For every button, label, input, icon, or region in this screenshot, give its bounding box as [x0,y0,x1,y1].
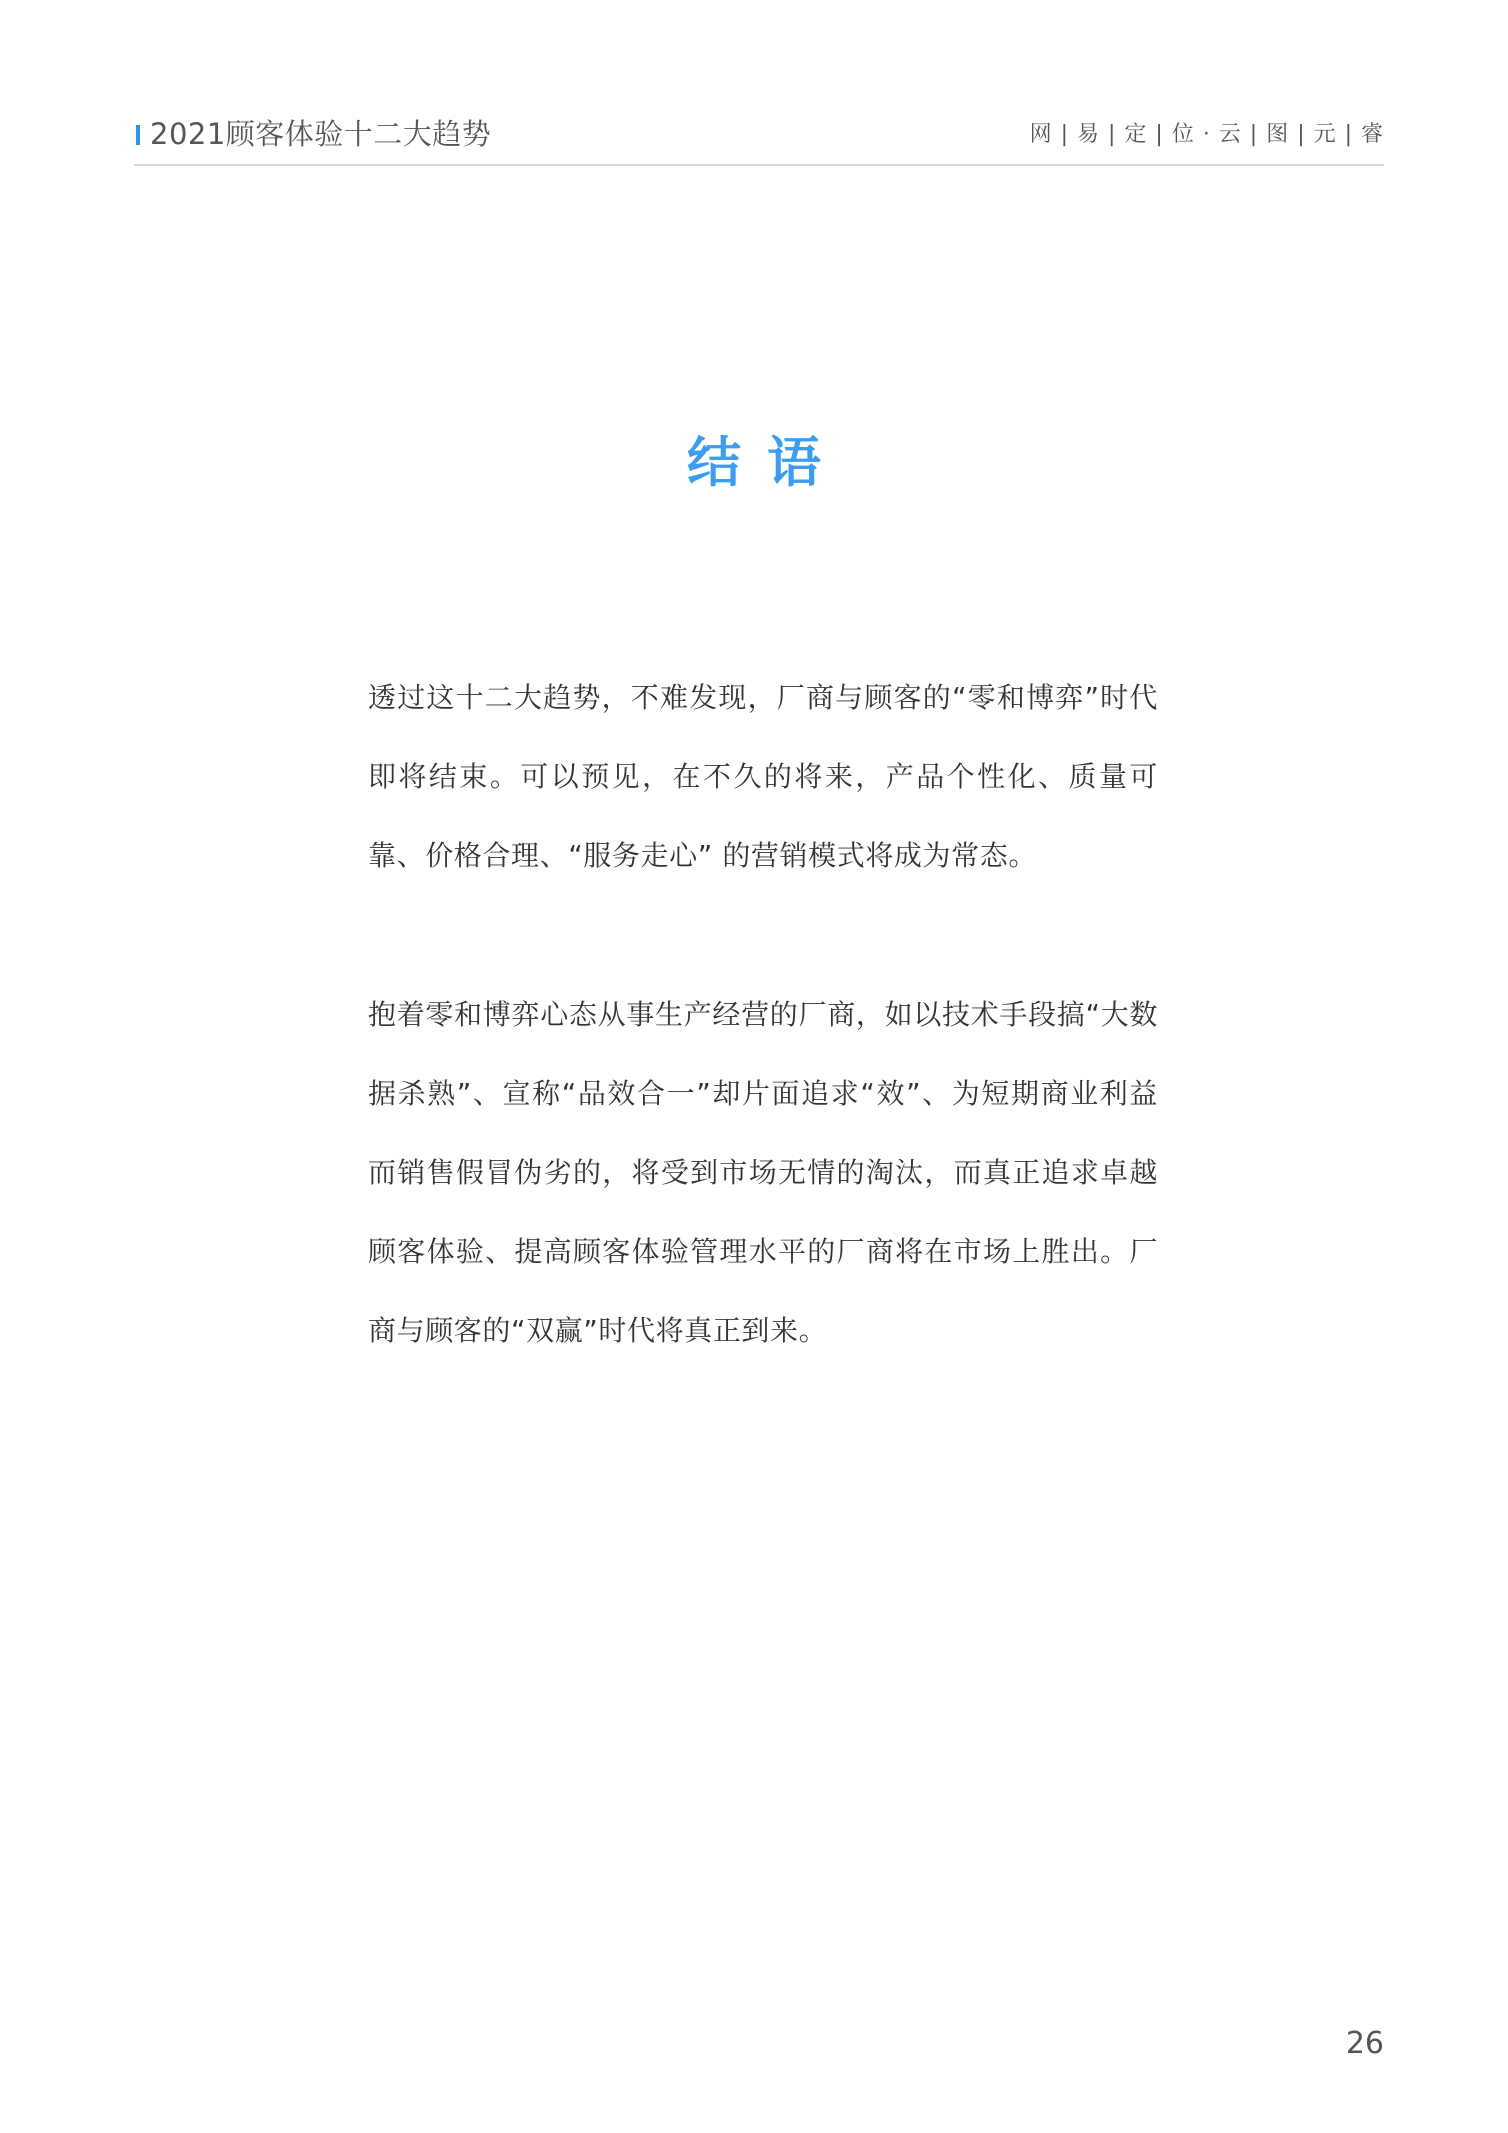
header-report-title: 2021顾客体验十二大趋势 [150,117,492,151]
paragraph-2: 抱着零和博弈心态从事生产经营的厂商，如以技术手段搞“大数据杀熟”、宣称“品效合一”却片面追求“效”、为短期商业利益而销售假冒伪劣的，将受到市场无情的淘汰，而真正追求卓越顾客体验、提高顾客体验管理水平的厂商将在市场上胜出。厂商与顾客的“双赢”时代将真正到来。 [368,998,1158,1347]
header-brand: 网 | 易 | 定 | 位 · 云 | 图 | 元 | 睿 [1029,122,1384,147]
page-number: 26 [1345,2026,1384,2061]
page-header [134,112,1384,156]
header-accent-bar [136,125,140,145]
paragraph-1: 透过这十二大趋势，不难发现，厂商与顾客的“零和博弈”时代即将结束。可以预见，在不久的将来，产品个性化、质量可靠、价格合理、“服务走心” 的营销模式将成为常态。 [368,681,1158,872]
section-title: 结语 [687,431,847,495]
body-content [368,658,1158,1450]
header-divider [134,164,1384,166]
